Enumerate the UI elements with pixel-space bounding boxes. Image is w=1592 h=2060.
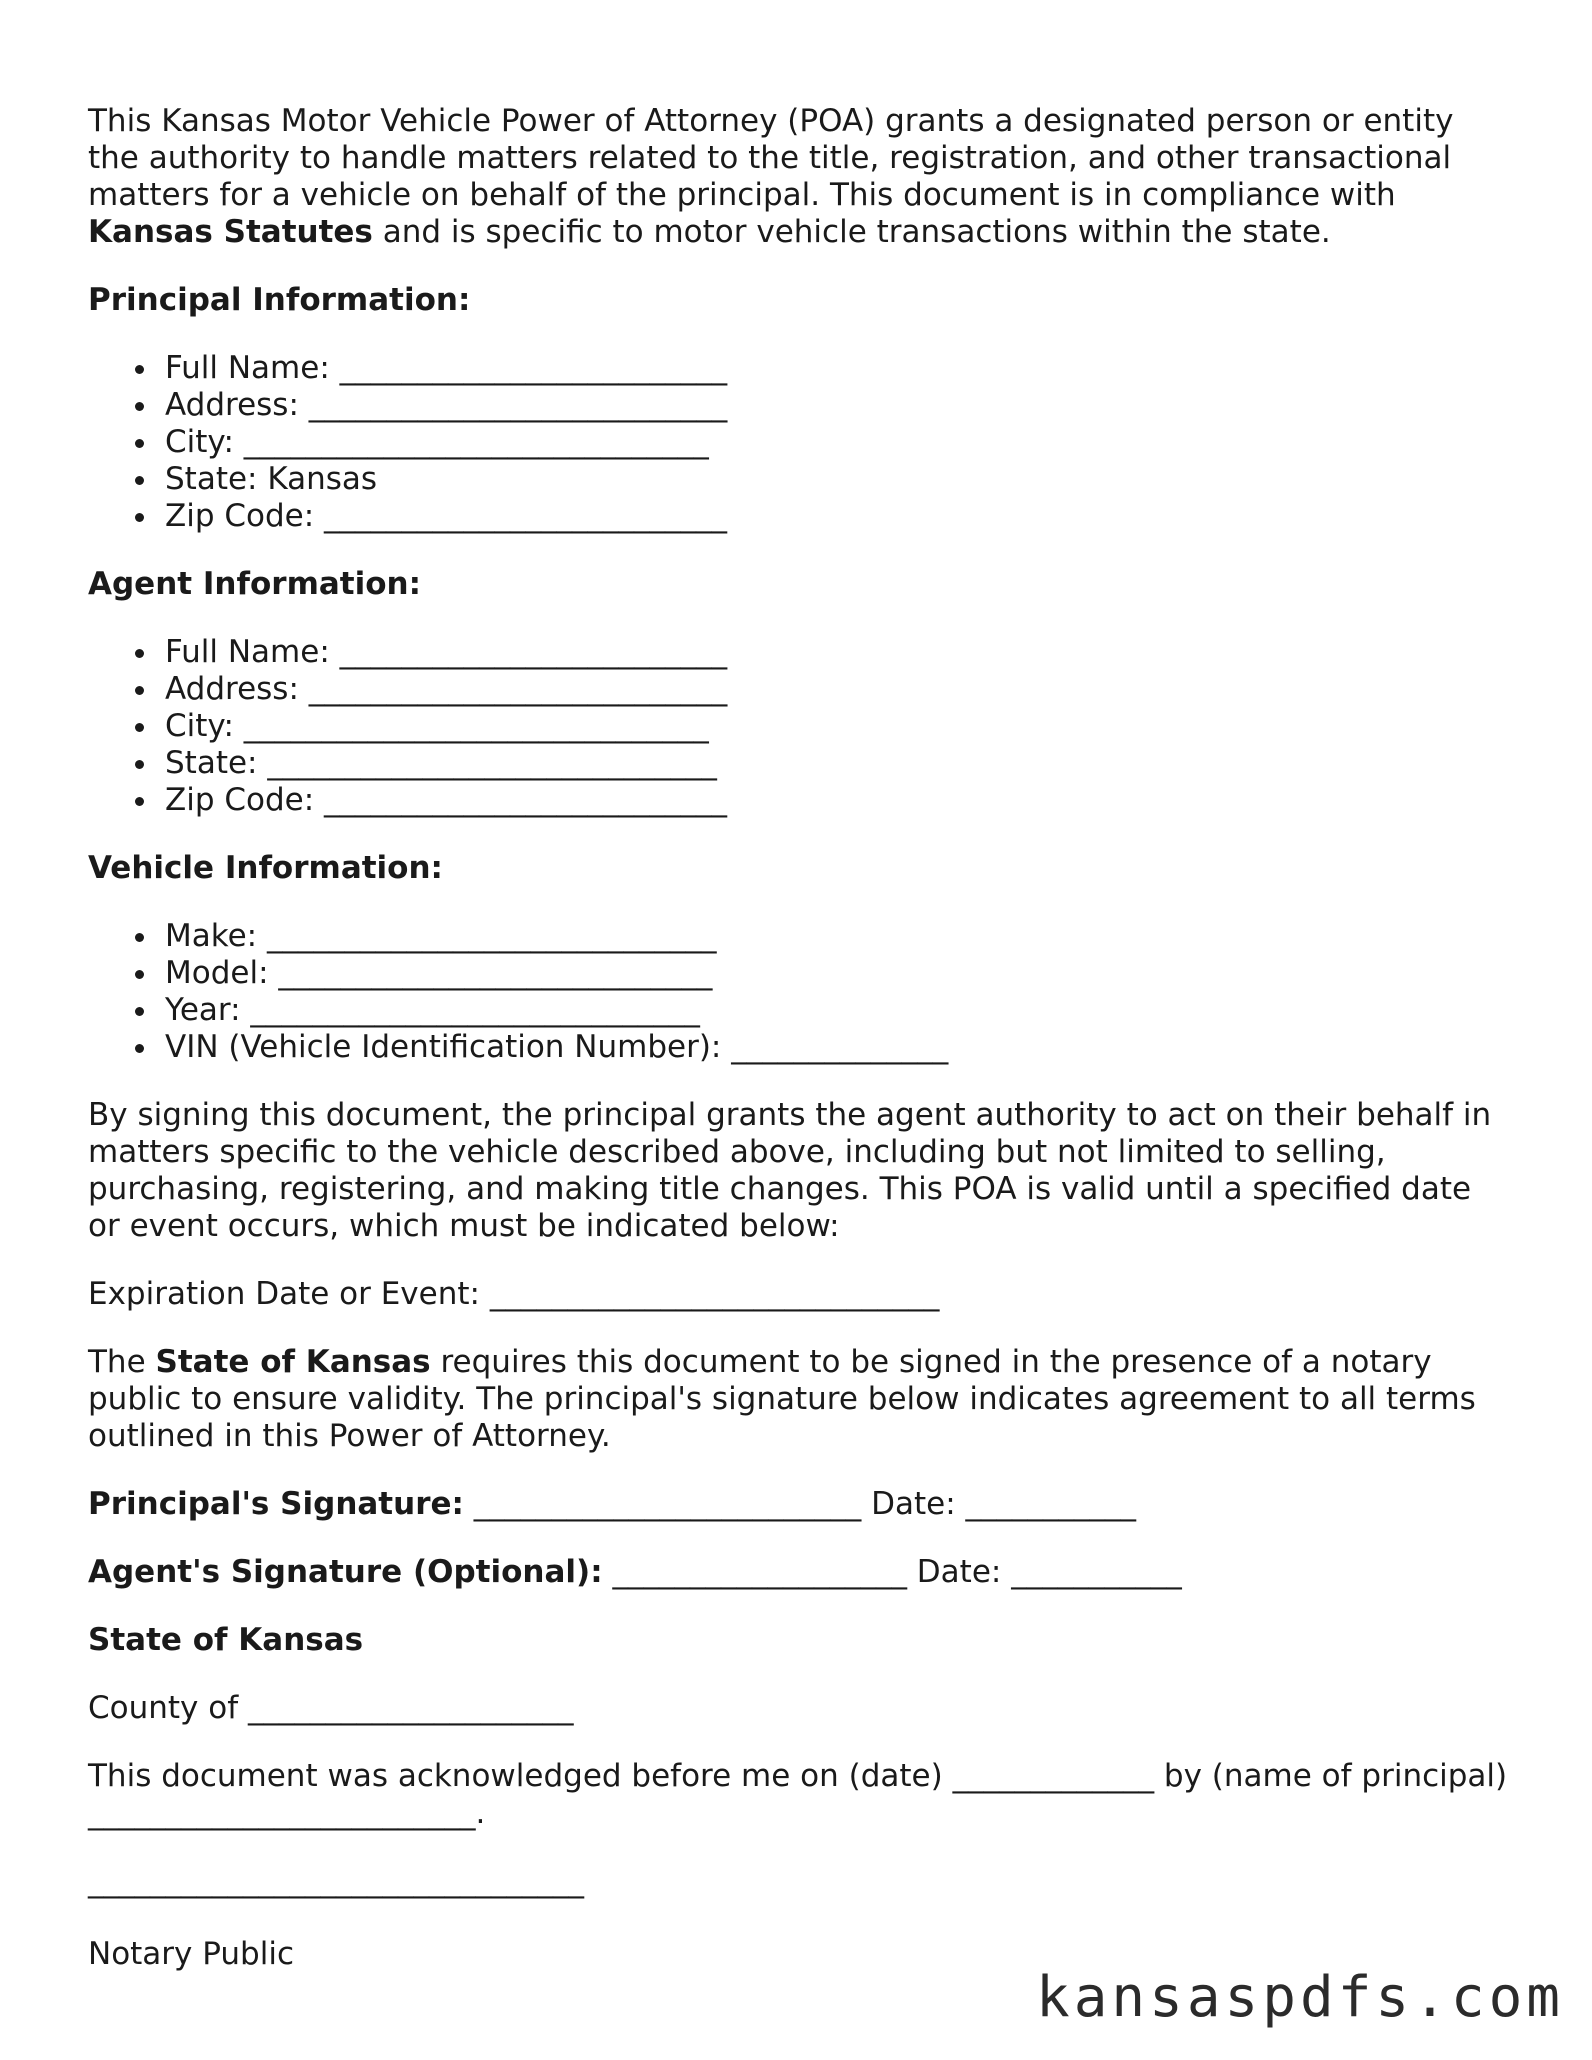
principal-address-field[interactable]: Address: ___________________________ xyxy=(165,387,1508,424)
agent-zip-field[interactable]: Zip Code: __________________________ xyxy=(165,782,1508,819)
agent-signature-blank[interactable]: ___________________ Date: ___________ xyxy=(602,1554,1182,1590)
principal-heading: Principal Information: xyxy=(88,282,471,318)
county-field[interactable]: County of _____________________ xyxy=(88,1690,574,1726)
intro-paragraph xyxy=(88,103,1508,251)
principal-zip-field[interactable]: Zip Code: __________________________ xyxy=(165,498,1508,535)
expiration-field[interactable]: Expiration Date or Event: _____________________________ xyxy=(88,1276,940,1312)
vehicle-model-field[interactable]: Model: ____________________________ xyxy=(165,955,1508,992)
agent-heading: Agent Information: xyxy=(88,566,421,602)
principal-list xyxy=(88,350,1508,535)
authority-paragraph: By signing this document, the principal grants the agent authority to act on their behalf in matters specific to the vehicle described above, including but not limited to selling, purchasing, registering, and making title changes. This POA is valid until a specified date or event occurs, which must be indicated below: xyxy=(88,1097,1492,1244)
kansas-statutes-bold: Kansas Statutes xyxy=(88,214,373,250)
agent-signature-line[interactable] xyxy=(88,1554,1508,1591)
principal-signature-line[interactable] xyxy=(88,1486,1508,1523)
agent-signature-label: Agent's Signature (Optional): xyxy=(88,1554,603,1590)
notary-signature-line[interactable]: ________________________________ xyxy=(88,1863,584,1899)
vehicle-year-field[interactable]: Year: _____________________________ xyxy=(165,992,1508,1029)
agent-list xyxy=(88,634,1508,819)
agent-address-field[interactable]: Address: ___________________________ xyxy=(165,671,1508,708)
principal-signature-label: Principal's Signature: xyxy=(88,1486,464,1522)
agent-full-name-field[interactable]: Full Name: _________________________ xyxy=(165,634,1508,671)
vehicle-make-field[interactable]: Make: _____________________________ xyxy=(165,918,1508,955)
acknowledgment-paragraph[interactable]: This document was acknowledged before me on (date) _____________ by (name of principal) _________________________. xyxy=(88,1758,1508,1831)
state-of-kansas-bold: State of Kansas xyxy=(155,1344,431,1380)
agent-state-field[interactable]: State: _____________________________ xyxy=(165,745,1508,782)
state-heading: State of Kansas xyxy=(88,1622,364,1658)
principal-full-name-field[interactable]: Full Name: _________________________ xyxy=(165,350,1508,387)
agent-city-field[interactable]: City: ______________________________ xyxy=(165,708,1508,745)
intro-text: This Kansas Motor Vehicle Power of Attorney (POA) grants a designated person or entity the authority to handle matters related to the title, registration, and other transactional matters for a vehicle on behalf of the principal. This document is in compliance with xyxy=(88,103,1454,213)
vehicle-list xyxy=(88,918,1508,1066)
notary-public-label: Notary Public xyxy=(88,1936,294,1972)
document-body xyxy=(88,103,1508,1973)
principal-state-field: State: Kansas xyxy=(165,461,1508,498)
vehicle-heading: Vehicle Information: xyxy=(88,850,443,886)
notary-requirement-paragraph: The State of Kansas requires this document to be signed in the presence of a notary public to ensure validity. The principal's signature below indicates agreement to all terms outlined in this Power of Attorney. xyxy=(88,1344,1476,1454)
principal-city-field[interactable]: City: ______________________________ xyxy=(165,424,1508,461)
watermark: kansaspdfs.com xyxy=(1035,1965,1564,2030)
vehicle-vin-field[interactable]: VIN (Vehicle Identification Number): ______________ xyxy=(165,1029,1508,1066)
principal-signature-blank[interactable]: _________________________ Date: ___________ xyxy=(463,1486,1137,1522)
intro-text-end: and is specific to motor vehicle transactions within the state. xyxy=(372,214,1331,250)
